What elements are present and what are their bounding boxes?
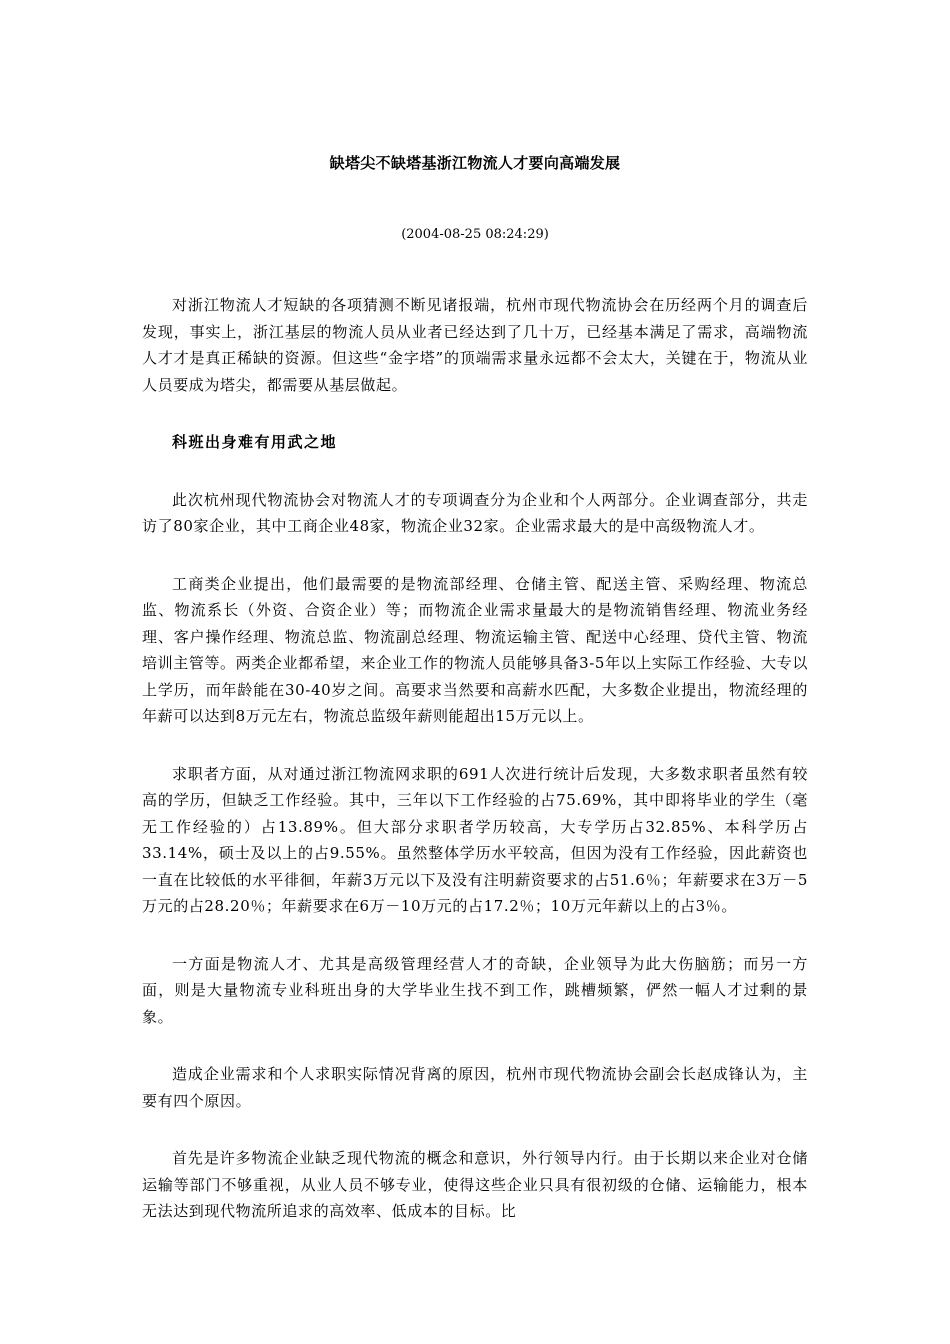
paragraph-job-seekers: 求职者方面，从对通过浙江物流网求职的691人次进行统计后发现，大多数求职者虽然有较高的学历，但缺乏工作经验。其中，三年以下工作经验的占75.69%，其中即将毕业的学生（毫无工作经验的）占13.89%。但大部分求职者学历较高，大专学历占32.85%、本科学历占33.14%，硕士及以上的占9.55%。虽然整体学历水平较高，但因为没有工作经验，因此薪资也一直在比较低的水平徘徊，年薪3万元以下及没有注明薪资要求的占51.6％；年薪要求在3万－5万元的占28.20％；年薪要求在6万－10万元的占17.2％；10万元年薪以上的占3％。 xyxy=(142,764,808,915)
paragraph-survey: 此次杭州现代物流协会对物流人才的专项调查分为企业和个人两部分。企业调查部分，共走访了80家企业，其中工商企业48家，物流企业32家。企业需求最大的是中高级物流人才。 xyxy=(142,490,808,535)
article-date: (2004-08-25 08:24:29) xyxy=(401,227,549,242)
paragraph-reasons: 造成企业需求和个人求职实际情况背离的原因，杭州市现代物流协会副会长赵成锋认为，主要有四个原因。 xyxy=(142,1065,808,1110)
article-title: 缺塔尖不缺塔基浙江物流人才要向高端发展 xyxy=(329,154,621,172)
article-body xyxy=(142,292,808,1256)
paragraph-enterprise-demand: 工商类企业提出，他们最需要的是物流部经理、仓储主管、配送主管、采购经理、物流总监、物流系长（外资、合资企业）等；而物流企业需求量最大的是物流销售经理、物流业务经理、客户操作经理、物流总监、物流副总经理、物流运输主管、配送中心经理、贷代主管、物流培训主管等。两类企业都希望，来企业工作的物流人员能够具备3-5年以上实际工作经验、大专以上学历，而年龄能在30-40岁之间。高要求当然要和高薪水匹配，大多数企业提出，物流经理的年薪可以达到8万元左右，物流总监级年薪则能超出15万元以上。 xyxy=(142,574,808,725)
section-heading: 科班出身难有用武之地 xyxy=(172,433,338,451)
paragraph-intro: 对浙江物流人才短缺的各项猜测不断见诸报端，杭州市现代物流协会在历经两个月的调查后发现，事实上，浙江基层的物流人员从业者已经达到了几十万，已经基本满足了需求，高端物流人才才是真正稀缺的资源。但这些“金字塔”的顶端需求量永远都不会太大，关键在于，物流从业人员要成为塔尖，都需要从基层做起。 xyxy=(142,296,808,394)
paragraph-first-reason: 首先是许多物流企业缺乏现代物流的概念和意识，外行领导内行。由于长期以来企业对仓储运输等部门不够重视，从业人员不够专业，使得这些企业只具有很初级的仓储、运输能力，根本无法达到现代物流所追求的高效率、低成本的目标。比 xyxy=(142,1149,808,1220)
paragraph-contradiction: 一方面是物流人才、尤其是高级管理经营人才的奇缺，企业领导为此大伤脑筋；而另一方面，则是大量物流专业科班出身的大学毕业生找不到工作，跳槽频繁，俨然一幅人才过剩的景象。 xyxy=(142,954,808,1026)
